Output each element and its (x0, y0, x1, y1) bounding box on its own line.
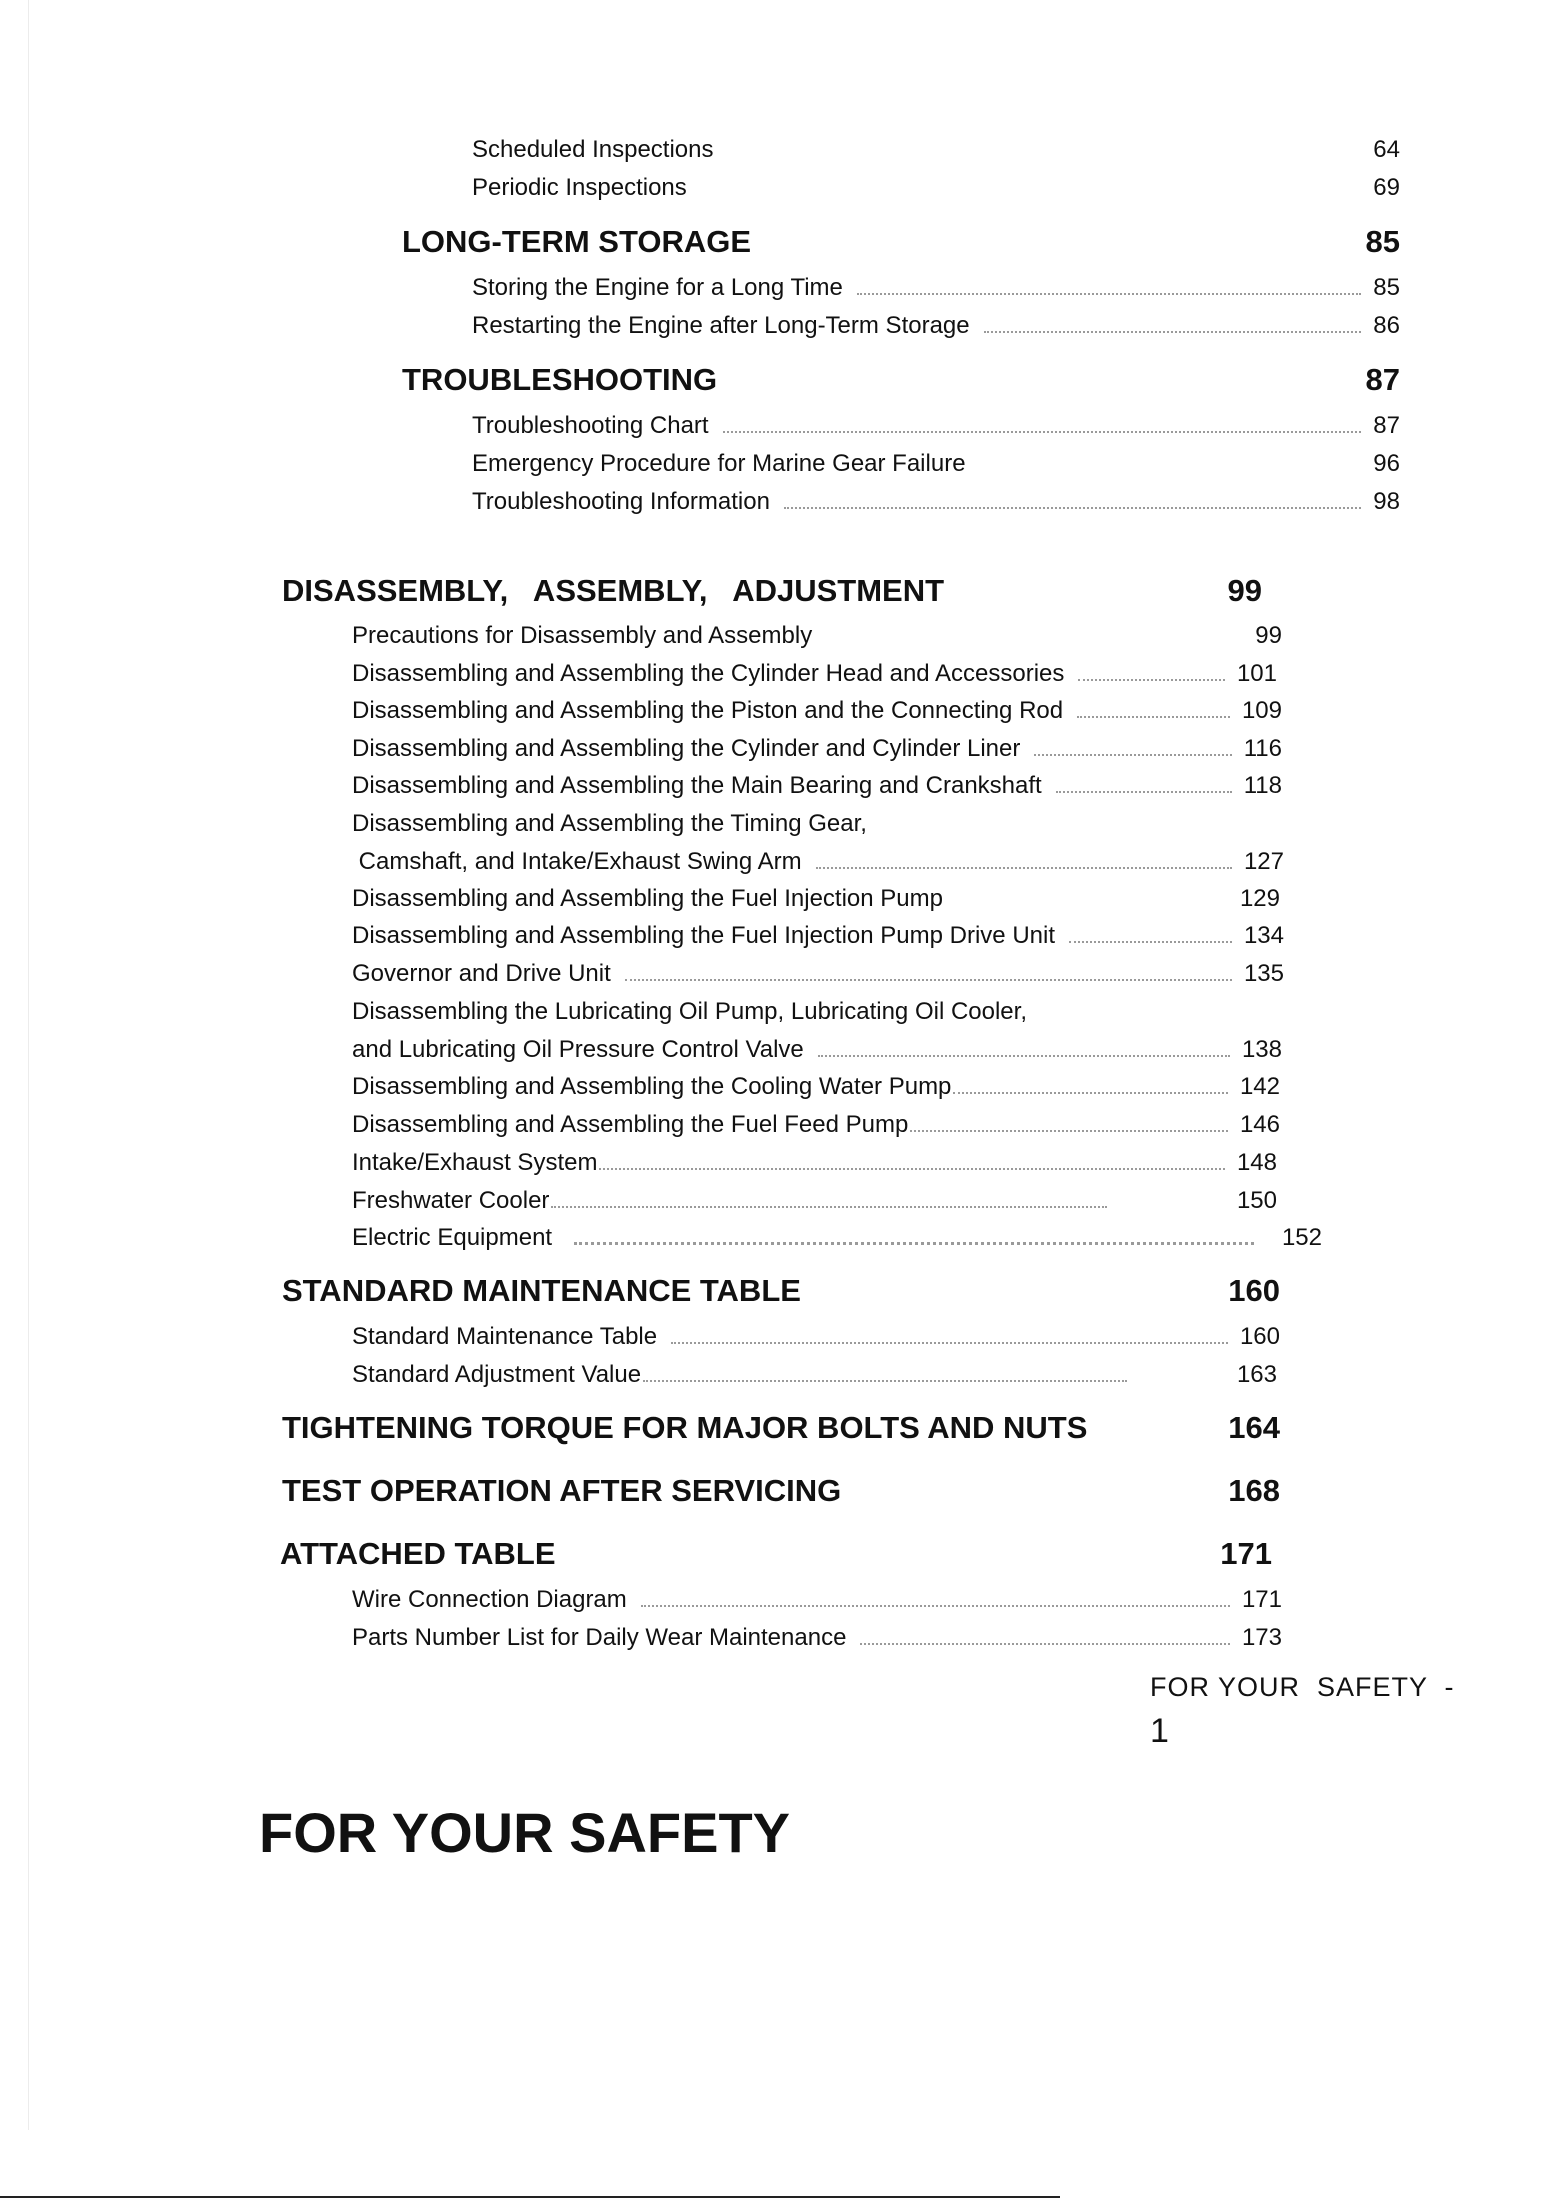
toc-entry[interactable] (352, 960, 1284, 992)
toc-entry-page: 148 (1236, 1149, 1277, 1176)
toc-entry-title: Disassembling and Assembling the Fuel Injection Pump (352, 885, 943, 912)
toc-heading-standard-maintenance[interactable] (282, 1273, 1280, 1313)
toc-heading-title: LONG-TERM STORAGE (402, 224, 752, 259)
page-number: 1 (1150, 1712, 1169, 1750)
leader-dots (643, 1379, 1127, 1382)
toc-entry[interactable] (352, 622, 1282, 654)
toc-entry-page: 171 (1241, 1586, 1282, 1613)
toc-entry-page: 127 (1243, 848, 1284, 875)
toc-entry-page: 96 (1373, 450, 1400, 477)
toc-entry-title: Storing the Engine for a Long Time (472, 274, 843, 301)
leader-dots (816, 866, 1232, 869)
toc-entry-title: Troubleshooting Information (472, 488, 770, 515)
toc-entry[interactable] (352, 1187, 1277, 1219)
toc-entry-page: 134 (1243, 922, 1284, 949)
toc-entry-title: Wire Connection Diagram (352, 1586, 627, 1613)
toc-heading-page: 168 (1228, 1473, 1280, 1508)
toc-entry-page: 160 (1239, 1323, 1280, 1350)
toc-entry-title: Disassembling and Assembling the Piston and the Connecting Rod (352, 697, 1064, 724)
toc-entry[interactable] (352, 922, 1284, 954)
leader-dots (857, 292, 1361, 295)
toc-entry[interactable] (352, 1361, 1277, 1393)
leader-dots (860, 1642, 1230, 1645)
toc-entry-title: Precautions for Disassembly and Assembly (352, 622, 813, 649)
toc-entry[interactable] (352, 1323, 1280, 1355)
toc-entry[interactable] (352, 1111, 1280, 1143)
toc-entry-title: Camshaft, and Intake/Exhaust Swing Arm (352, 848, 802, 875)
toc-entry-title: Parts Number List for Daily Wear Maintenance (352, 1624, 847, 1651)
toc-entry-title: Troubleshooting Chart (472, 412, 709, 439)
toc-entry-page: 152 (1281, 1224, 1322, 1251)
toc-entry[interactable] (352, 735, 1282, 767)
leader-dots (910, 1129, 1228, 1132)
toc-entry-title: Disassembling and Assembling the Main Bearing and Crankshaft (352, 772, 1042, 799)
toc-entry[interactable] (352, 810, 1282, 842)
toc-entry-title: Disassembling and Assembling the Cooling Water Pump (352, 1073, 952, 1100)
toc-entry[interactable] (472, 450, 1400, 482)
toc-heading-title: TROUBLESHOOTING (402, 362, 718, 397)
toc-entry-page: 150 (1236, 1187, 1277, 1214)
toc-entry-page: 109 (1241, 697, 1282, 724)
toc-heading-page: 171 (1220, 1536, 1272, 1571)
toc-heading-test-operation[interactable] (282, 1473, 1280, 1513)
toc-entry-page: 116 (1243, 735, 1282, 762)
toc-entry-page: 98 (1373, 488, 1400, 515)
toc-entry-title: Disassembling and Assembling the Timing Gear, (352, 810, 867, 837)
leader-dots (953, 1091, 1228, 1094)
toc-entry-page: 86 (1373, 312, 1400, 339)
toc-entry-page: 129 (1239, 885, 1280, 912)
toc-heading-tightening-torque[interactable] (282, 1410, 1280, 1450)
toc-entry-page: 173 (1241, 1624, 1282, 1651)
toc-entry-page: 69 (1373, 174, 1400, 201)
page-edge-left (28, 0, 29, 2130)
toc-entry[interactable] (472, 412, 1400, 444)
toc-entry-title: Standard Maintenance Table (352, 1323, 658, 1350)
toc-entry[interactable] (352, 772, 1282, 804)
toc-entry-title: Emergency Procedure for Marine Gear Failure (472, 450, 966, 477)
toc-heading-page: 85 (1365, 224, 1400, 259)
toc-entry-page: 101 (1236, 660, 1277, 687)
leader-dots (1077, 715, 1230, 718)
toc-entry-title: Disassembling and Assembling the Fuel Injection Pump Drive Unit (352, 922, 1055, 949)
running-header: FOR YOUR SAFETY - (1150, 1672, 1455, 1702)
toc-entry-title: Scheduled Inspections (472, 136, 714, 163)
toc-entry[interactable] (352, 1586, 1282, 1618)
toc-entry[interactable] (352, 1224, 1322, 1256)
toc-entry-title: Electric Equipment (352, 1224, 553, 1251)
toc-heading-page: 160 (1228, 1273, 1280, 1308)
toc-entry-page: 64 (1373, 136, 1400, 163)
toc-entry-page: 142 (1239, 1073, 1280, 1100)
page-edge-bottom (0, 2196, 1060, 2198)
toc-entry-page: 163 (1236, 1361, 1277, 1388)
toc-heading-troubleshooting[interactable] (402, 362, 1400, 402)
leader-dots (1056, 790, 1232, 793)
toc-entry-page: 138 (1241, 1036, 1282, 1063)
toc-entry-title: Governor and Drive Unit (352, 960, 611, 987)
leader-dots (723, 430, 1362, 433)
toc-heading-title: TEST OPERATION AFTER SERVICING (282, 1473, 842, 1508)
toc-heading-title: STANDARD MAINTENANCE TABLE (282, 1273, 801, 1308)
toc-heading-page: 87 (1365, 362, 1400, 397)
toc-entry[interactable] (352, 998, 1282, 1030)
toc-entry-page: 146 (1239, 1111, 1280, 1138)
toc-entry-page: 87 (1373, 412, 1400, 439)
toc-entry-title: Intake/Exhaust System (352, 1149, 598, 1176)
toc-entry-page: 118 (1243, 772, 1282, 799)
leader-dots (784, 506, 1361, 509)
leader-dots (551, 1205, 1107, 1208)
leader-dots (671, 1341, 1228, 1344)
toc-entry-page: 135 (1243, 960, 1284, 987)
toc-entry[interactable] (472, 136, 1400, 168)
toc-heading-title: ATTACHED TABLE (280, 1536, 556, 1571)
leader-dots (1034, 753, 1231, 756)
toc-entry[interactable] (352, 885, 1280, 917)
toc-entry[interactable] (352, 848, 1284, 880)
toc-entry[interactable] (352, 697, 1282, 729)
toc-heading-title: TIGHTENING TORQUE FOR MAJOR BOLTS AND NUTS (282, 1410, 1088, 1445)
toc-entry[interactable] (472, 274, 1400, 306)
toc-heading-page: 164 (1228, 1410, 1280, 1445)
toc-entry-title: Periodic Inspections (472, 174, 687, 201)
leader-dots (984, 330, 1362, 333)
toc-entry-title: Disassembling and Assembling the Fuel Feed Pump (352, 1111, 909, 1138)
toc-heading-long-term-storage[interactable] (402, 224, 1400, 264)
toc-heading-attached-table[interactable] (280, 1536, 1272, 1576)
toc-entry-title: and Lubricating Oil Pressure Control Valve (352, 1036, 804, 1063)
leader-dots (625, 978, 1232, 981)
toc-entry[interactable] (352, 1149, 1277, 1181)
toc-entry-page: 85 (1373, 274, 1400, 301)
leader-dots (641, 1604, 1230, 1607)
leader-dots (599, 1167, 1225, 1170)
leader-dots (1078, 678, 1225, 681)
toc-entry-page: 99 (1255, 622, 1282, 649)
leader-dots (574, 1241, 1254, 1245)
toc-entry[interactable] (352, 1624, 1282, 1656)
section-title: FOR YOUR SAFETY (259, 1801, 791, 1864)
toc-entry[interactable] (472, 488, 1400, 520)
toc-entry-title: Standard Adjustment Value (352, 1361, 642, 1388)
toc-entry-title: Restarting the Engine after Long-Term Storage (472, 312, 970, 339)
toc-entry[interactable] (472, 174, 1400, 206)
leader-dots (818, 1054, 1230, 1057)
toc-entry[interactable] (472, 312, 1400, 344)
toc-entry-title: Disassembling and Assembling the Cylinder Head and Accessories (352, 660, 1065, 687)
toc-entry-title: Disassembling the Lubricating Oil Pump, Lubricating Oil Cooler, (352, 998, 1027, 1025)
toc-entry-title: Freshwater Cooler (352, 1187, 550, 1214)
leader-dots (1069, 940, 1232, 943)
toc-entry-title: Disassembling and Assembling the Cylinder and Cylinder Liner (352, 735, 1021, 762)
toc-entry[interactable] (352, 1036, 1282, 1068)
toc-entry[interactable] (352, 1073, 1280, 1105)
toc-heading-page: 99 (1227, 573, 1262, 608)
toc-heading-title: DISASSEMBLY, ASSEMBLY, ADJUSTMENT (282, 573, 945, 608)
toc-heading-disassembly[interactable] (282, 573, 1262, 613)
toc-entry[interactable] (352, 660, 1277, 692)
